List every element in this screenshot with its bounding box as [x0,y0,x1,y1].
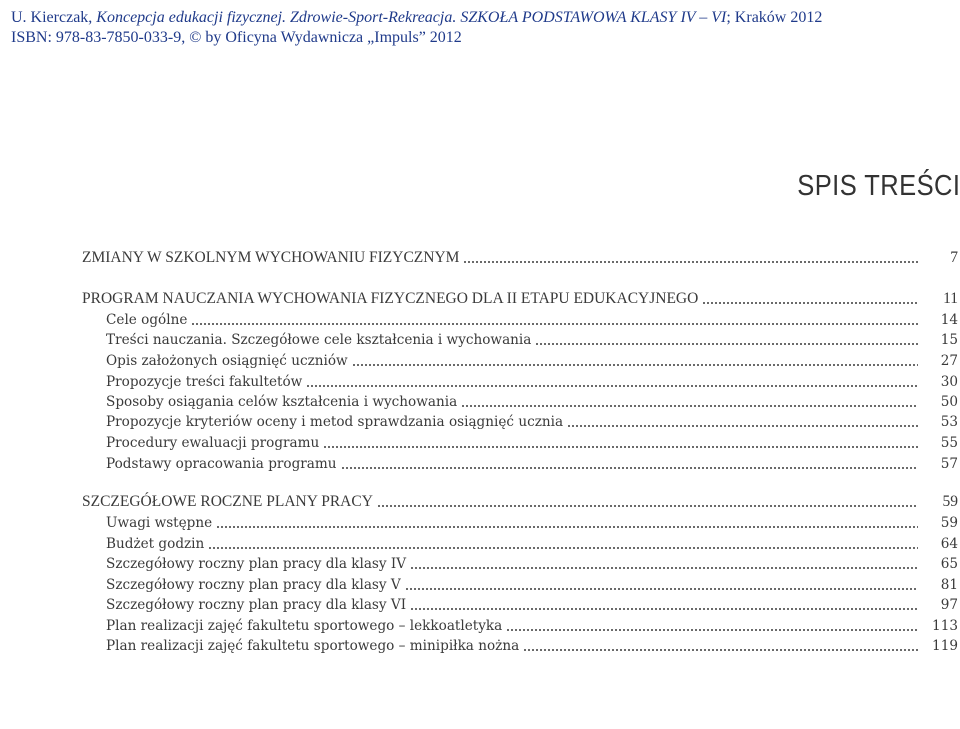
dot-leader [341,467,918,469]
dot-leader [463,261,918,263]
dot-leader [323,446,918,448]
toc-entry-page: 64 [940,536,958,552]
toc-entry-page: 55 [940,435,958,451]
toc-entry[interactable] [106,554,958,574]
toc-entry[interactable] [106,636,958,656]
dot-leader [191,323,918,325]
toc-entry[interactable] [106,513,958,533]
dot-leader [410,608,918,610]
toc-entry-label: Szczegółowy roczny plan pracy dla klasy V [106,577,401,593]
toc-entry[interactable] [106,412,958,432]
toc-entry[interactable] [82,289,958,309]
toc-entry[interactable] [106,372,958,392]
toc-entry-page: 7 [950,249,958,266]
dot-leader [405,588,918,590]
toc-entry-page: 59 [940,515,958,531]
toc-entry-label: Cele ogólne [106,312,188,328]
toc-entry-label: PROGRAM NAUCZANIA WYCHOWANIA FIZYCZNEGO DLA II ETAPU EDUKACYJNEGO [82,290,699,307]
toc-entry-page: 57 [940,456,958,472]
toc-entry-page: 81 [940,577,958,593]
page-title: SPIS TREŚCI [796,170,960,202]
toc-entry-label: Sposoby osiągania celów kształcenia i wychowania [106,394,458,410]
header-author: U. Kierczak, [11,9,97,26]
dot-leader [216,526,918,528]
toc-entry-page: 50 [940,394,958,410]
toc-entry[interactable] [106,575,958,595]
toc-entry[interactable] [106,616,958,636]
toc-entry-label: Podstawy opracowania programu [106,456,337,472]
toc-entry-label: ZMIANY W SZKOLNYM WYCHOWANIU FIZYCZNYM [82,249,460,266]
toc-entry[interactable] [82,248,958,268]
document-header [11,8,822,48]
dot-leader [306,385,918,387]
dot-leader [352,364,918,366]
toc-entry[interactable] [106,595,958,615]
toc-entry[interactable] [106,330,958,350]
toc-entry-label: Propozycje treści fakultetów [106,374,303,390]
toc-entry[interactable] [106,351,958,371]
dot-leader [702,302,918,304]
toc-entry-label: Plan realizacji zajęć fakultetu sportowego – minipiłka nożna [106,638,520,654]
header-line-1 [11,8,822,28]
toc-entry-page: 119 [932,638,958,654]
toc-entry-page: 53 [940,414,958,430]
header-place-year: ; Kraków 2012 [726,9,823,26]
toc-entry-label: Plan realizacji zajęć fakultetu sportowego – lekkoatletyka [106,618,503,634]
toc-entry[interactable] [106,454,958,474]
toc-entry[interactable] [106,310,958,330]
toc-entry-label: Propozycje kryteriów oceny i metod sprawdzania osiągnięć ucznia [106,414,564,430]
header-book-title: Koncepcja edukacji fizycznej. Zdrowie-Sport-Rekreacja. SZKOŁA PODSTAWOWA KLASY IV – VI [96,9,727,26]
dot-leader [377,505,918,507]
header-line-2: ISBN: 978-83-7850-033-9, © by Oficyna Wydawnicza „Impuls” 2012 [11,29,462,46]
toc-entry[interactable] [82,492,958,512]
toc-entry-label: Uwagi wstępne [106,515,213,531]
toc-entry-label: SZCZEGÓŁOWE ROCZNE PLANY PRACY [82,493,373,510]
toc-entry-label: Szczegółowy roczny plan pracy dla klasy VI [106,597,407,613]
toc-entry-page: 65 [940,556,958,572]
toc-entry-page: 59 [942,493,958,510]
toc-entry[interactable] [106,433,958,453]
toc-entry-page: 11 [943,290,958,307]
dot-leader [410,567,918,569]
dot-leader [461,405,918,407]
toc-entry-label: Opis założonych osiągnięć uczniów [106,353,348,369]
toc-entry[interactable] [106,392,958,412]
dot-leader [567,425,918,427]
toc-entry-page: 27 [940,353,958,369]
toc-entry-label: Procedury ewaluacji programu [106,435,320,451]
dot-leader [208,547,918,549]
dot-leader [506,629,918,631]
toc-entry-page: 113 [932,618,958,634]
toc-entry-label: Szczegółowy roczny plan pracy dla klasy IV [106,556,407,572]
toc-entry-page: 15 [940,332,958,348]
toc-entry-page: 14 [940,312,958,328]
dot-leader [535,343,918,345]
toc-entry-label: Treści nauczania. Szczegółowe cele kształcenia i wychowania [106,332,532,348]
toc-entry[interactable] [106,534,958,554]
toc-entry-page: 30 [940,374,958,390]
toc-entry-page: 97 [940,597,958,613]
toc-entry-label: Budżet godzin [106,536,205,552]
dot-leader [523,649,918,651]
